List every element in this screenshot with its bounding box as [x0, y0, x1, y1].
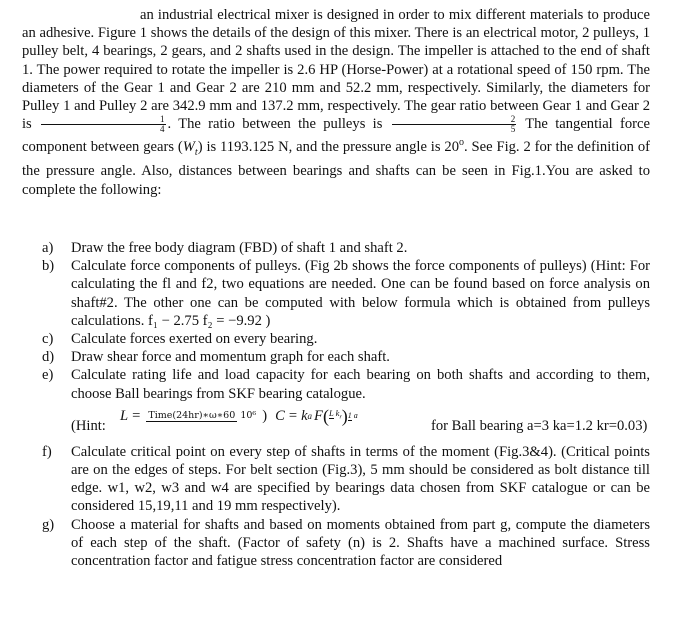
capacity-symbol: C	[275, 407, 285, 424]
task-letter: a)	[42, 240, 54, 256]
life-ratio-denominator: k	[335, 408, 340, 419]
intro-text-4: ) is 1193.125 N, and the pressure angle is 20	[197, 139, 459, 156]
task-item	[42, 348, 650, 366]
exponent-denominator: a	[353, 410, 358, 420]
gear-ratio-denominator: 4	[160, 124, 165, 135]
degree-mark: o	[459, 137, 464, 149]
task-item	[42, 366, 650, 402]
intro-text-5: . See Fig. 2 for the definition of the pressure angle. Also, distances between bearings and shafts can be seen in Fig.1.You are asked to complete the following:	[22, 139, 651, 198]
ka-symbol: k	[301, 407, 308, 424]
tangential-force-subscript: t	[194, 147, 198, 159]
gear-ratio-fraction	[41, 115, 166, 134]
intro-text-1: an industrial electrical mixer is designed in order to mix different materials to produce an adhesive. Figure 1 shows the details of the design of this mixer. There is an electrical motor, 2 pulleys, 1 pulley belt, 4 bearings, 2 gears, and 2 shafts used in the design. The impeller is attached to the end of shaft 1. The power required to rotate the impeller is 2.6 HP (Horse-Power) at a rotational speed of 150 rpm. The diameters of the Gear 1 and Gear 2 are 210 mm and 52.2 mm, respectively. Similarly, the diameters for Pulley 1 and Pulley 2 are 342.9 mm and 137.2 mm, respectively. The gear ratio between Gear 1 and Gear 2 is	[22, 7, 650, 133]
task-item	[42, 239, 650, 257]
pulley-ratio-numerator: 2	[392, 115, 517, 125]
kr-subscript: r	[339, 414, 342, 421]
task-item	[42, 516, 650, 571]
task-text: Choose a material for shafts and based on moments obtained from part g, compute the diameters of each step of the shaft. (Factor of safety (n) is 2. Shafts have a machined surface. Stress concentration factor and fatigue stress concentration factor are considered	[71, 516, 650, 570]
exponent-numerator: 1	[347, 410, 352, 420]
task-letter: c)	[42, 331, 54, 348]
exponent-fraction	[348, 412, 358, 420]
task-item	[42, 330, 650, 348]
equals-sign: =	[288, 407, 298, 424]
tangential-force-symbol: W	[182, 139, 195, 156]
gear-ratio-numerator: 1	[41, 115, 166, 125]
ka-subscript: a	[307, 410, 313, 421]
task-text: Calculate rating life and load capacity for each bearing on both shafts and according to them, choose Ball bearings from SKF bearing catalogue.	[71, 367, 650, 402]
task-letter: f)	[42, 443, 52, 460]
task-letter: g)	[42, 516, 55, 533]
close-paren-glyph: )	[341, 405, 348, 426]
life-formula	[120, 407, 358, 425]
task-item	[42, 443, 650, 516]
task-text: Draw the free body diagram (FBD) of shaft 1 and shaft 2.	[71, 240, 408, 256]
task-text: Calculate critical point on every step of shafts in terms of the moment (Fig.3&4). (Critical points are on the edges of steps. For belt section (Fig.3), 5 mm should be considered as bolt distance till edge. w1, w2, w3 and w4 are specified by bearings data chosen from SKF catalogue or can be considered 15,19,11 and 19 mm respectively).	[71, 443, 650, 515]
task-item	[42, 257, 650, 330]
task-text: Draw shear force and momentum graph for each shaft.	[71, 349, 390, 366]
force-symbol: F	[314, 407, 323, 424]
bearing-life-formula	[42, 403, 650, 443]
life-ratio-fraction	[329, 409, 342, 423]
task-text: Calculate force components of pulleys. (Fig 2b shows the force components of pulleys) (Hint: For calculating the fl and f2, two equations are needed. One can be found based on force analysis on shaft#2. The other one can be computed with below formula which is obtained from pulleys calculations. f₁ − 2.75 f₂ = −9.92 )	[71, 258, 650, 329]
problem-statement	[22, 6, 650, 199]
life-fraction-denominator: 10⁶	[240, 410, 257, 422]
life-ratio-numerator: L	[328, 408, 334, 419]
open-paren-glyph: (	[322, 405, 329, 426]
life-fraction-numerator: Time(24hr)∗ω∗60	[148, 410, 236, 422]
task-text: Calculate forces exerted on every bearing.	[71, 331, 318, 348]
life-symbol: L	[120, 407, 129, 424]
task-letter: b)	[42, 258, 55, 275]
task-letter: d)	[42, 349, 55, 366]
close-paren: )	[262, 407, 268, 424]
equals-sign: =	[132, 407, 141, 424]
hint-label: (Hint:	[71, 417, 106, 434]
pulley-ratio-denominator: 5	[510, 124, 516, 135]
life-fraction	[146, 410, 256, 421]
bearing-constants: for Ball bearing a=3 ka=1.2 kr=0.03)	[431, 417, 648, 434]
pulley-ratio-fraction	[392, 115, 517, 134]
intro-text-2: . The ratio between the pulleys is	[167, 116, 390, 133]
task-letter: e)	[42, 367, 54, 384]
intro-text-3: The tangential force component between gears (	[22, 116, 650, 156]
task-list	[42, 239, 650, 570]
